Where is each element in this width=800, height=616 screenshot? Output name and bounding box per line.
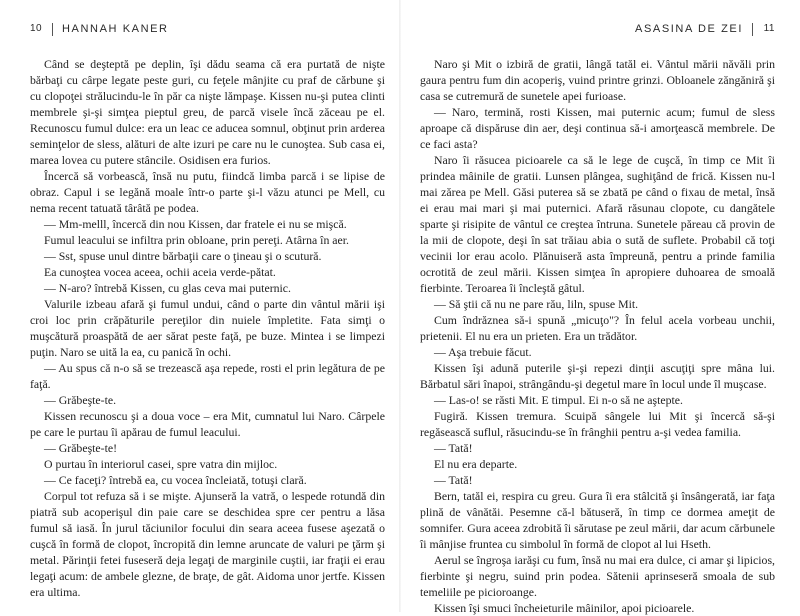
paragraph: Valurile izbeau afară şi fumul undui, când o parte din vântul mării işi croi loc prin crăpăturile pereţilor din nuiele împletite. Fata simţi o muşcătură proaspătă de aer sărat peste faţă, pe buze. Mintea i se limpezi puţin. Naro se uită la ea, cu panică în ochi.	[30, 297, 385, 359]
paragraph: Cum îndrăznea să-i spună „micuţo"? În felul acela vorbeau unchii, prietenii. El nu era un prieten. Era un trădător.	[420, 313, 775, 343]
book-gutter	[399, 0, 401, 612]
page-number: 10	[30, 23, 43, 34]
paragraph: — Să ştii că nu ne pare rău, liln, spuse Mit.	[434, 297, 639, 311]
paragraph: — Sst, spuse unul dintre bărbaţii care o ţineau şi o scutură.	[44, 249, 322, 263]
paragraph: Fugiră. Kissen tremura. Scuipă sângele lui Mit şi încercă să-şi regăsească suflul, răsucindu-se în frânghii pentru a-şi vedea familia.	[420, 409, 775, 439]
paragraph: Fumul leacului se infiltra prin obloane, prin pereţi. Atârna în aer.	[44, 233, 349, 247]
running-head-title: ASASINA DE ZEI	[635, 23, 743, 35]
paragraph: Aerul se îngroşa iarăşi cu fum, însă nu mai era dulce, ci amar şi lipicios, fierbinte şi negru, suind prin podea. Sătenii aprinseseră smoala de sub temeliile pe picioroange.	[420, 553, 775, 599]
paragraph: — Tată!	[434, 441, 473, 455]
paragraph: Corpul tot refuza să i se mişte. Ajunseră la vatră, o lespede rotundă din piatră sub acoperişul din paie care se deschidea spre cer pentru a lăsa fumul să iasă. În jurul tăciunilor focului din seara aceea fusese aşezată o cuşcă în formă de clopot, încropită din lemne aruncate de valuri pe ţărm şi metal. Părinţii fetei fuseseră deja legaţi de marginile cuştii, iar fraţii ei erau legaţi acum: de ambele glezne, de braţe, de gât. Aidoma unor jertfe. Kissen era ultima.	[30, 489, 385, 599]
paragraph: O purtau în interiorul casei, spre vatra din mijloc.	[44, 457, 278, 471]
paragraph: Naro şi Mit o izbiră de gratii, lângă tatăl ei. Vântul mării năvăli prin gaura pentru fum din acoperiş, vuind printre grinzi. Obloanele zăngăniră şi casa se cutremură de sunetele apei furioase.	[420, 57, 775, 103]
paragraph: — Las-o! se răsti Mit. E timpul. Ei n-o să ne aştepte.	[434, 393, 683, 407]
running-head-author: HANNAH KANER	[62, 23, 169, 35]
paragraph: — Grăbeşte-te.	[44, 393, 117, 407]
left-page-body	[30, 56, 385, 599]
paragraph: — Aşa trebuie făcut.	[434, 345, 532, 359]
paragraph: Încercă să vorbească, însă nu putu, fiindcă limba parcă i se lipise de obraz. Capul i se legănă moale într-o parte şi-l văzu atunci pe Mell, cu nema recent tatuată târâtă pe podea.	[30, 169, 385, 215]
paragraph: Bern, tatăl ei, respira cu greu. Gura îi era stâlcită şi însângerată, iar faţa plină de vânătăi. Pesemne că-l bătuseră, în timp ce dormea ameţit de somnifer. Gura aceea zdrobită îi sărutase pe zeul mării, dar acum cărbunele îi mânjise fruntea cu simbolul în formă de clopot al lui Hseth.	[420, 489, 775, 551]
right-page-body	[420, 56, 775, 615]
left-page	[30, 0, 385, 612]
paragraph: Când se deşteptă pe deplin, îşi dădu seama că era purtată de nişte bărbaţi cu cârpe legate peste guri, cu feţele mânjite cu praf de cărbune şi cu clopoţei strălucindu-le în păr ca nişte lămpaşe. Kissen nu-şi putea clinti membrele şi-şi simţea pieptul greu, de parcă visele încă zăceau pe el. Recunoscu fumul dulce: era un leac ce aducea somnul, obţinut prin arderea seminţelor de sless, alături de alte izuri pe care nu le cunoştea. Sub casa ei, marea lovea cu putere stâncile. Osidisen era furios.	[30, 57, 385, 167]
paragraph: — Mm-melll, încercă din nou Kissen, dar fratele ei nu se mişcă.	[44, 217, 347, 231]
header-divider	[52, 23, 53, 36]
paragraph: — Ce faceţi? întrebă ea, cu vocea încleiată, totuşi clară.	[44, 473, 307, 487]
paragraph: — Naro, termină, rosti Kissen, mai puternic acum; fumul de sless aproape că dispăruse din aer, deşi continua să-i amorţească membrele. De ce faci asta?	[420, 105, 775, 151]
left-page-header	[30, 23, 385, 37]
header-divider	[752, 23, 753, 36]
paragraph: — Grăbeşte-te!	[44, 441, 118, 455]
paragraph: — N-aro? întrebă Kissen, cu glas ceva mai puternic.	[44, 281, 291, 295]
right-page	[420, 0, 775, 615]
paragraph: Kissen îşi smuci încheieturile mâinilor, apoi picioarele.	[434, 601, 695, 615]
paragraph: Kissen recunoscu şi a doua voce – era Mit, cumnatul lui Naro. Cârpele pe care le purtau îi apărau de fumul leacului.	[30, 409, 385, 439]
paragraph: Naro îi răsucea picioarele ca să le lege de cuşcă, în timp ce Mit îi prindea mâinile de gratii. Lunsen plângea, sughiţând de frică. Kissen nu-l mai zărea pe Mell. Găsi puterea să se zbată pe când o fixau de metal, însă ei erau mai mari şi mai puternici. Afară răsunau clopote, cu dangătele sparte şi risipite de vântul ce creştea întruna. Sunetele păreau că provin de la mii de clopote, deşi în sat trăiau abia o sută de suflete. Probabil că toţi vecinii lor erau acolo. Plănuiseră asta împreună, pentru a prinde familia ocrotită de zeul mării. Kissen simţea în apropiere duhoarea de smoală fierbinte. Teroarea îi încleştă gâtul.	[420, 153, 775, 295]
page-number: 11	[763, 23, 775, 34]
paragraph: El nu era departe.	[434, 457, 518, 471]
paragraph: — Tată!	[434, 473, 473, 487]
paragraph: Ea cunoştea vocea aceea, ochii aceia verde-pătat.	[44, 265, 276, 279]
paragraph: Kissen îşi adună puterile şi-şi repezi dinţii ascuţiţi spre mâna lui. Bărbatul sări înapoi, strângându-şi degetul mare în locul unde îl muşcase.	[420, 361, 775, 391]
paragraph: — Au spus că n-o să se trezească aşa repede, rosti el prin legătura de pe faţă.	[30, 361, 385, 391]
right-page-header	[420, 23, 775, 37]
